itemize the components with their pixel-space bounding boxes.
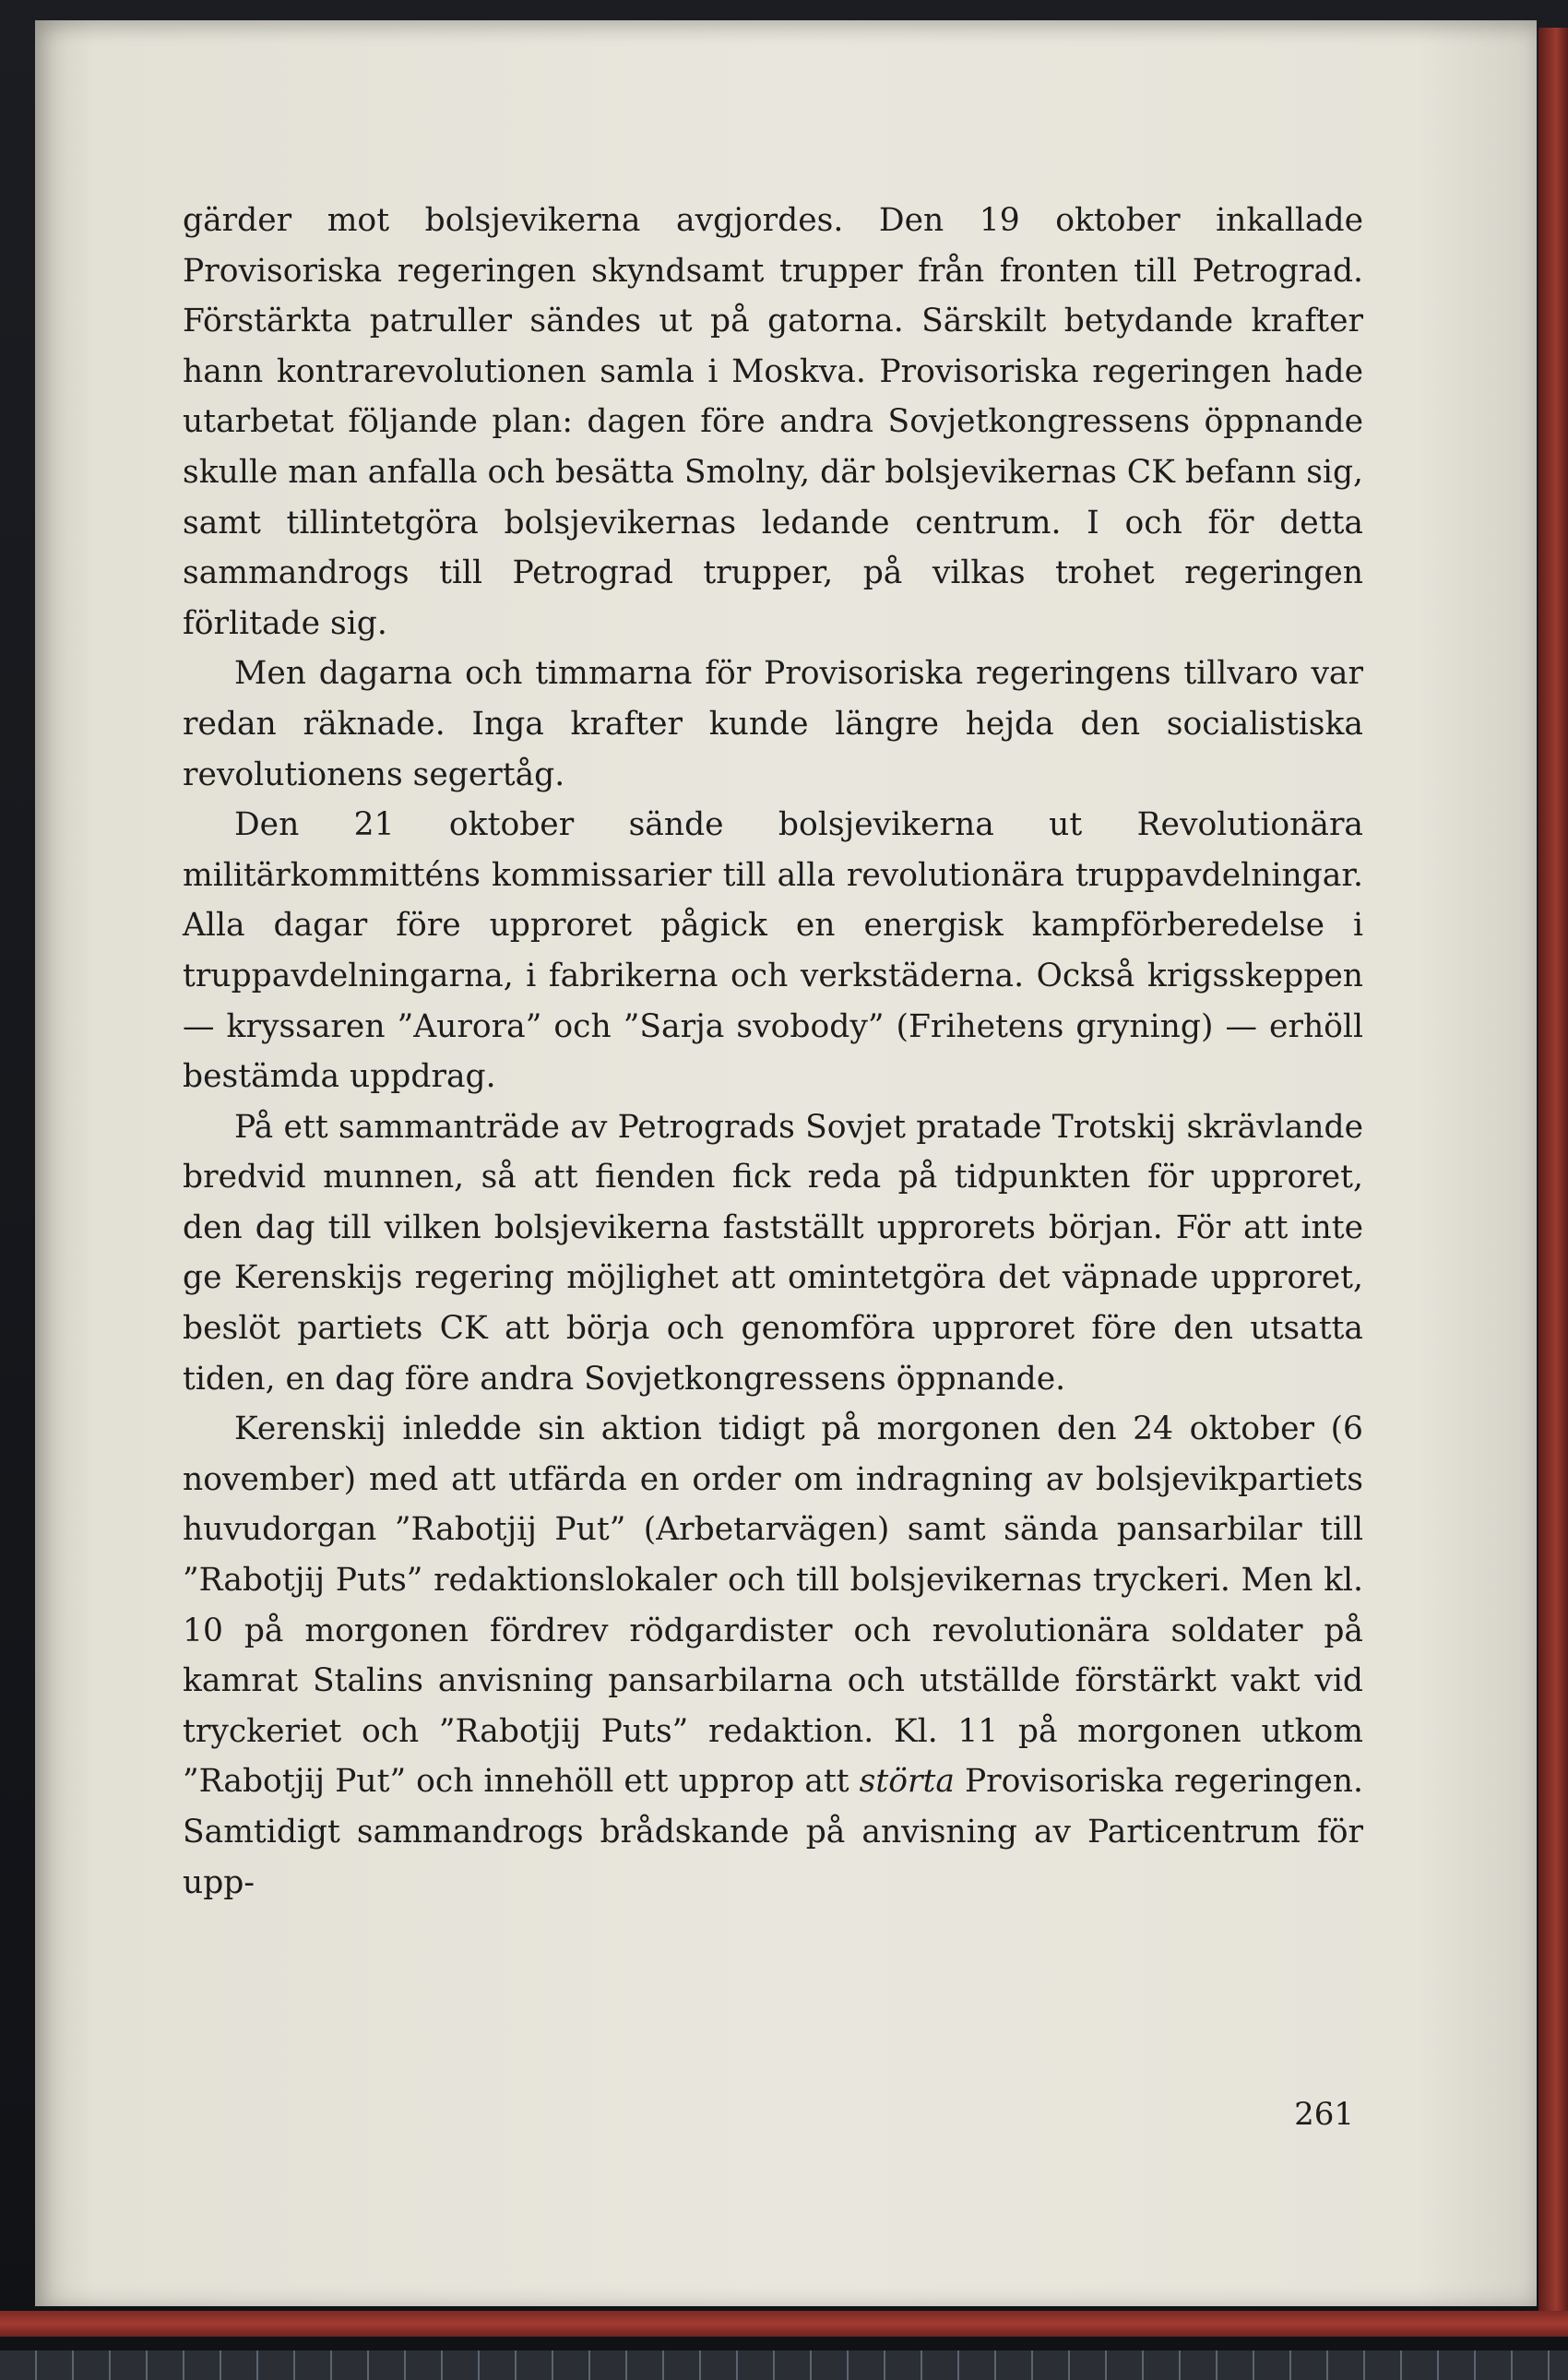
scale-ruler [0,2350,1568,2380]
page-text [183,196,1363,1908]
paragraph-5-text-end: Provisoriska regeringen. Samtidigt sammandrogs brådskande på anvisning av Particentrum för upp- [183,1763,1363,1901]
italic-word: störta [859,1763,955,1801]
book-cover-edge-right [1538,28,1568,2334]
paragraph-3: Den 21 oktober sände bolsjevikerna ut Revolutionära militärkommitténs kommissarier till alla revolutionära truppavdelningar. Alla dagar före upproret pågick en energisk kampförberedelse i truppavdelningarna, i fabrikerna och verkstäderna. Också krigsskeppen — kryssaren ”Aurora” och ”Sarja svobody” (Frihetens gryning) — erhöll bestämda uppdrag. [183,806,1363,1096]
page-number: 261 [1294,2096,1354,2133]
paragraph-5 [183,1404,1363,1908]
book-page [35,20,1537,2306]
paragraph-4: På ett sammanträde av Petrograds Sovjet pratade Trotskij skrävlande bredvid munnen, så att fienden fick reda på tidpunkten för upproret, den dag till vilken bolsjevikerna fastställt upprorets början. För att inte ge Kerenskijs regering möjlighet att omintetgöra det väpnade upproret, beslöt partiets CK att börja och genomföra upproret före den utsatta tiden, en dag före andra Sovjetkongressens öppnande. [183,1108,1363,1398]
paragraph-1: gärder mot bolsjevikerna avgjordes. Den 19 oktober inkallade Provisoriska regeringen skyndsamt trupper från fronten till Petrograd. Förstärkta patruller sändes ut på gatorna. Särskilt betydande krafter hann kontrarevolutionen samla i Moskva. Provisoriska regeringen hade utarbetat följande plan: dagen före andra Sovjetkongressens öppnande skulle man anfalla och besätta Smolny, där bolsjevikernas CK befann sig, samt tillintetgöra bolsjevikernas ledande centrum. I och för detta sammandrogs till Petrograd trupper, på vilkas trohet regeringen förlitade sig. [183,202,1363,642]
paragraph-5-text-start: Kerenskij inledde sin aktion tidigt på morgonen den 24 oktober (6 november) med att utfärda en order om indragning av bolsjevikpartiets huvudorgan ”Rabotjij Put” (Arbetarvägen) samt sända pansarbilar till ”Rabotjij Puts” redaktionslokaler och till bolsjevikernas tryckeri. Men kl. 10 på morgonen fördrev rödgardister och revolutionära soldater på kamrat Stalins anvisning pansarbilarna och utställde förstärkt vakt vid tryckeriet och ”Rabotjij Puts” redaktion. Kl. 11 på morgonen utkom ”Rabotjij Put” och innehöll ett upprop att [183,1410,1363,1801]
paragraph-2: Men dagarna och timmarna för Provisoriska regeringens tillvaro var redan räknade. Inga krafter kunde längre hejda den socialistiska revolutionens segertåg. [183,655,1363,793]
book-cover-edge-bottom [0,2311,1568,2337]
